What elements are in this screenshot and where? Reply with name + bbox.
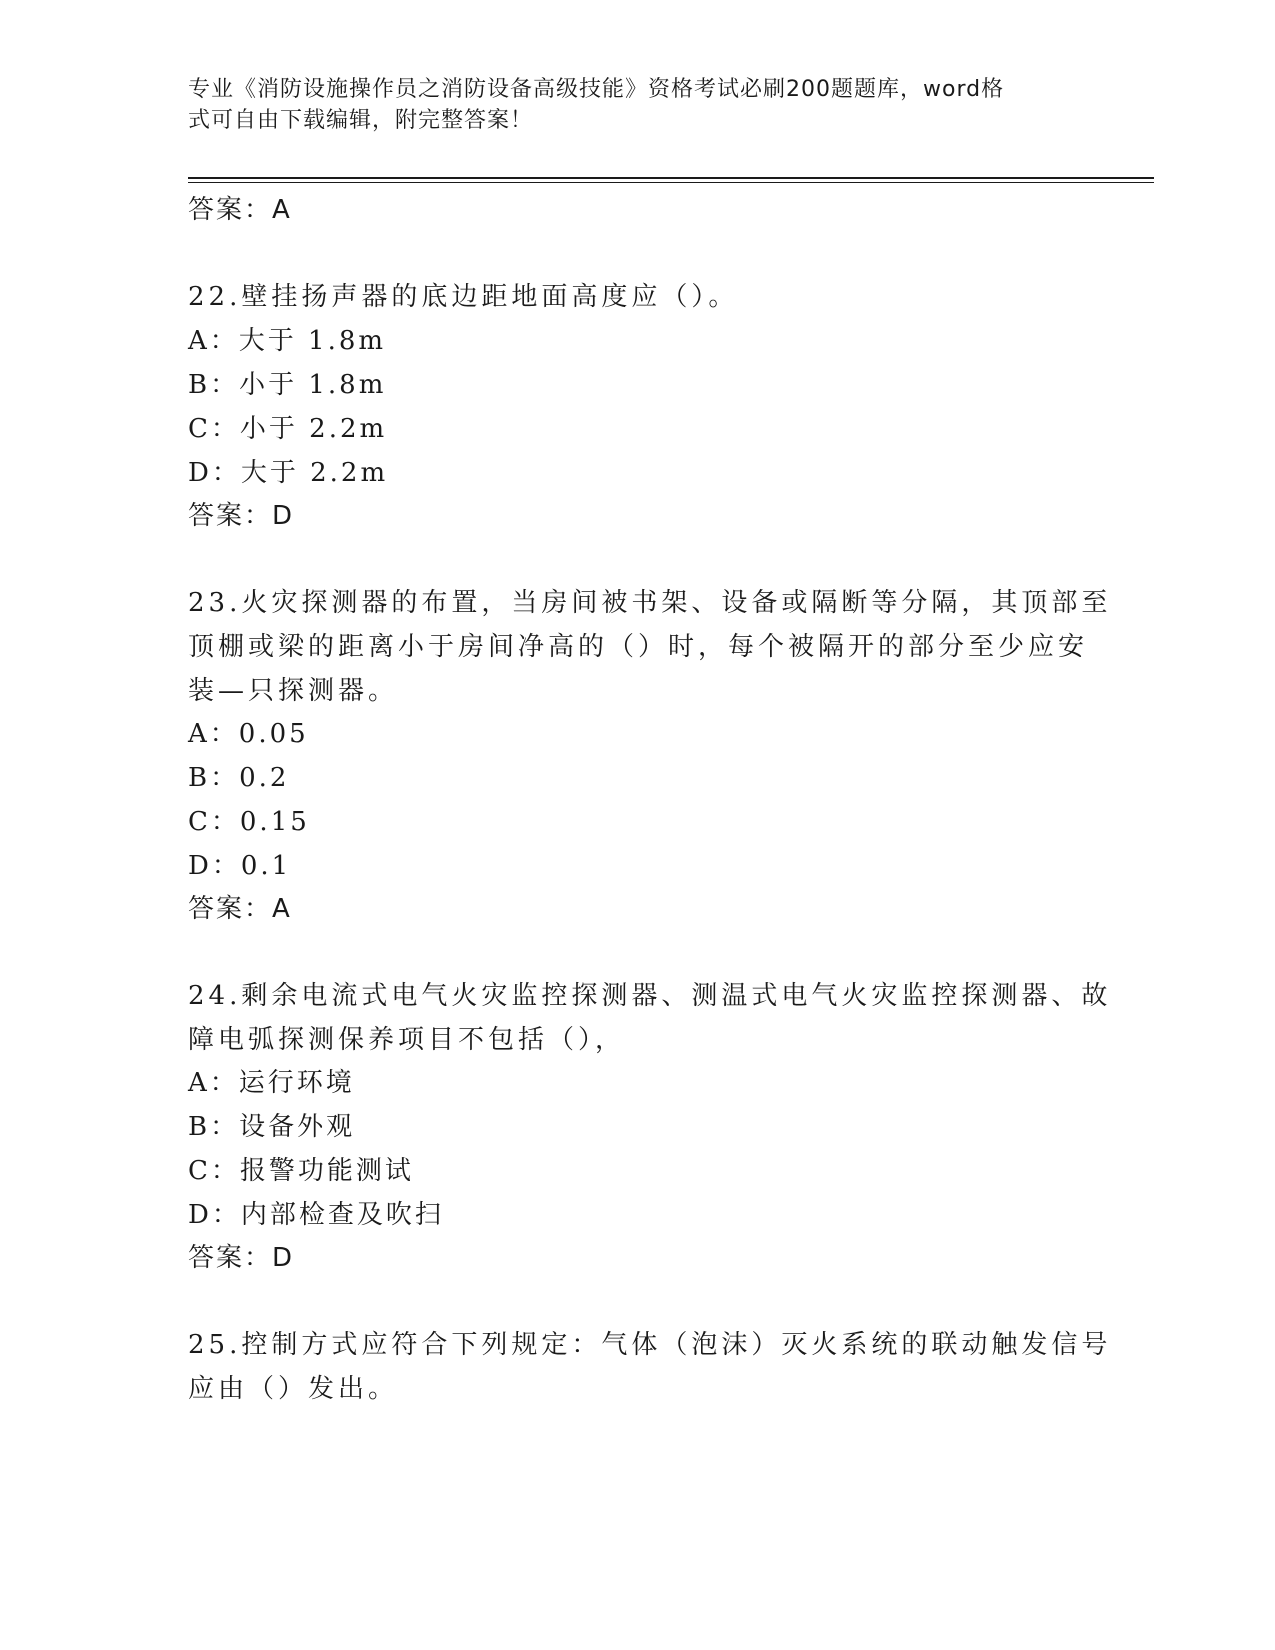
answer-q24: 答案：D (188, 1243, 295, 1273)
question-24-stem-line-1: 24.剩余电流式电气火灾监控探测器、测温式电气火灾监控探测器、故 (188, 981, 1112, 1011)
question-22-option-b: B：小于 1.8m (188, 370, 387, 400)
header-line-2: 式可自由下载编辑，附完整答案！ (188, 108, 534, 133)
question-23-option-a: A：0.05 (188, 719, 309, 749)
question-22-option-a: A：大于 1.8m (188, 326, 387, 356)
question-25-stem-line-1: 25.控制方式应符合下列规定：气体（泡沫）灭火系统的联动触发信号 (188, 1330, 1112, 1360)
question-22-option-d: D：大于 2.2m (188, 458, 389, 488)
question-24-option-b: B：设备外观 (188, 1112, 356, 1142)
answer-q22: 答案：D (188, 501, 295, 531)
question-23-stem-line-2: 顶棚或梁的距离小于房间净高的（）时，每个被隔开的部分至少应安 (188, 632, 1089, 662)
question-23-option-d: D：0.1 (188, 851, 292, 881)
question-23-option-b: B：0.2 (188, 763, 290, 793)
header-line-1: 专业《消防设施操作员之消防设备高级技能》资格考试必刷200题题库，word格 (188, 77, 1005, 102)
question-24-option-d: D：内部检查及吹扫 (188, 1200, 444, 1230)
answer-q21: 答案：A (188, 195, 292, 225)
question-23-stem-line-3: 装—只探测器。 (188, 676, 399, 706)
question-24-stem-line-2: 障电弧探测保养项目不包括（）， (188, 1025, 626, 1055)
header-divider-thick (188, 177, 1154, 179)
question-23-option-c: C：0.15 (188, 807, 310, 837)
question-22-option-c: C：小于 2.2m (188, 414, 388, 444)
question-24-option-a: A：运行环境 (188, 1068, 355, 1098)
answer-q23: 答案：A (188, 894, 292, 924)
document-header (188, 74, 1068, 136)
question-22-stem: 22.壁挂扬声器的底边距地面高度应（）。 (188, 282, 739, 312)
question-24-option-c: C：报警功能测试 (188, 1156, 414, 1186)
question-25-stem-line-2: 应由（）发出。 (188, 1374, 399, 1404)
question-23-stem-line-1: 23.火灾探测器的布置，当房间被书架、设备或隔断等分隔，其顶部至 (188, 588, 1112, 618)
header-divider-thin (188, 182, 1154, 183)
